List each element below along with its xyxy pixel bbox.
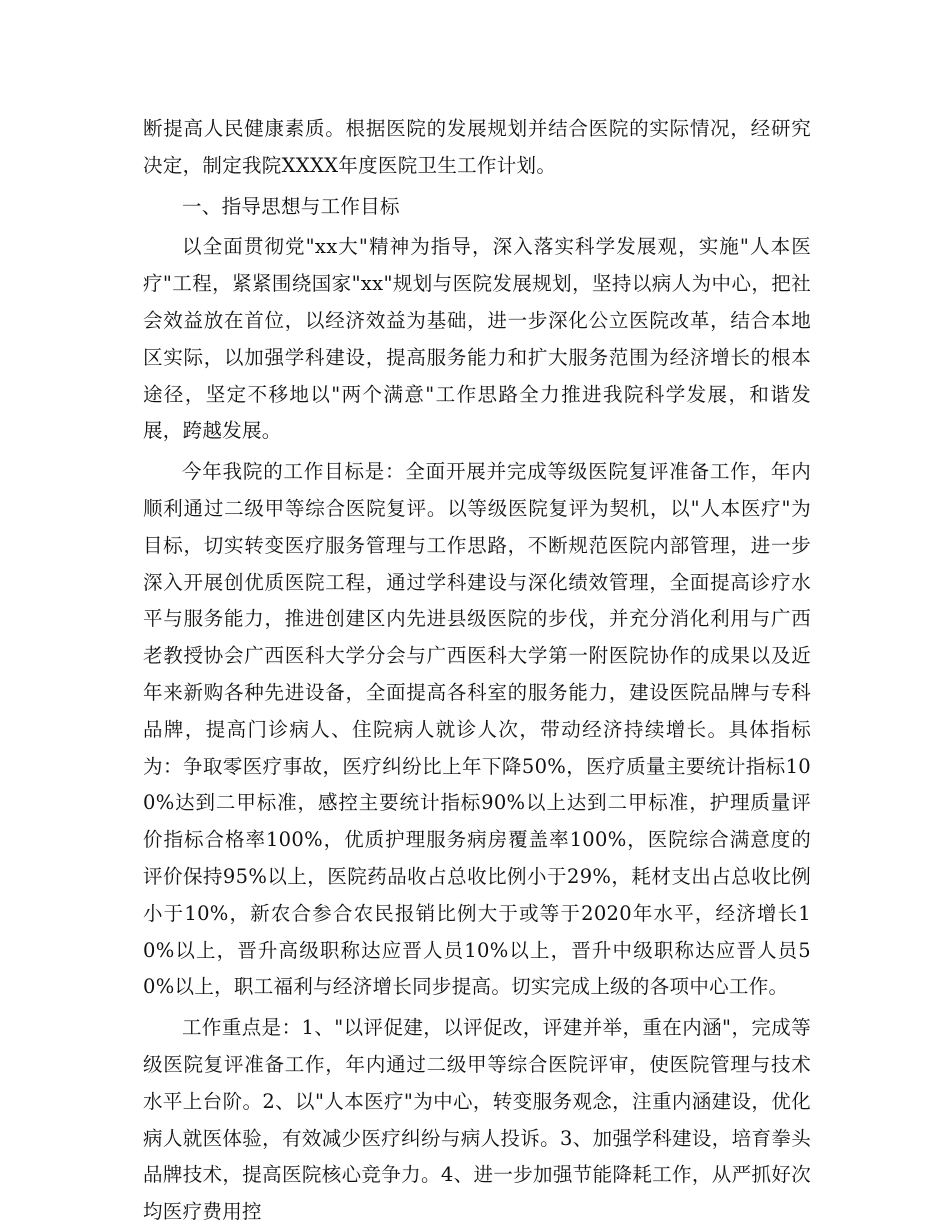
work-focus-paragraph: 工作重点是：1、"以评促建，以评促改，评建并举，重在内涵"，完成等级医院复评准备工作，年内通过二级甲等综合医院评审，使医院管理与技术水平上台阶。2、以"人本医疗"为中心，转变服务观念，注重内涵建设，优化病人就医体验，有效减少医疗纠纷与病人投诉。3、加强学科建设，培育拳头品牌技术，提高医院核心竞争力。4、进一步加强节能降耗工作，从严抓好次均医疗费用控 [143, 1016, 811, 1224]
intro-paragraph: 断提高人民健康素质。根据医院的发展规划并结合医院的实际情况，经研究决定，制定我院XXXX年度医院卫生工作计划。 [143, 117, 811, 177]
document-body [143, 111, 811, 1231]
work-goals-paragraph: 今年我院的工作目标是：全面开展并完成等级医院复评准备工作，年内顺利通过二级甲等综合医院复评。以等级医院复评为契机，以"人本医疗"为目标，切实转变医疗服务管理与工作思路，不断规范医院内部管理，进一步深入开展创优质医院工程，通过学科建设与深化绩效管理，全面提高诊疗水平与服务能力，推进创建区内先进县级医院的步伐，并充分消化利用与广西老教授协会广西医科大学分会与广西医科大学第一附医院协作的成果以及近年来新购各种先进设备，全面提高各科室的服务能力，建设医院品牌与专科品牌，提高门诊病人、住院病人就诊人次，带动经济持续增长。具体指标为：争取零医疗事故，医疗纠纷比上年下降50%，医疗质量主要统计指标100%达到二甲标准，感控主要统计指标90%以上达到二甲标准，护理质量评价指标合格率100%，优质护理服务病房覆盖率100%，医院综合满意度的评价保持95%以上，医院药品收占总收比例小于29%，耗材支出占总收比例小于10%，新农合参合农民报销比例大于或等于2020年水平，经济增长10%以上，晋升高级职称达应晋人员10%以上，晋升中级职称达应晋人员50%以上，职工福利与经济增长同步提高。切实完成上级的各项中心工作。 [143, 460, 811, 999]
section-heading: 一、指导思想与工作目标 [182, 194, 400, 218]
guiding-principle-paragraph: 以全面贯彻党"xx大"精神为指导，深入落实科学发展观，实施"人本医疗"工程，紧紧围绕国家"xx"规划与医院发展规划，坚持以病人为中心，把社会效益放在首位，以经济效益为基础，进一步深化公立医院改革，结合本地区实际，以加强学科建设，提高服务能力和扩大服务范围为经济增长的根本途径，坚定不移地以"两个满意"工作思路全力推进我院科学发展，和谐发展，跨越发展。 [143, 235, 811, 443]
